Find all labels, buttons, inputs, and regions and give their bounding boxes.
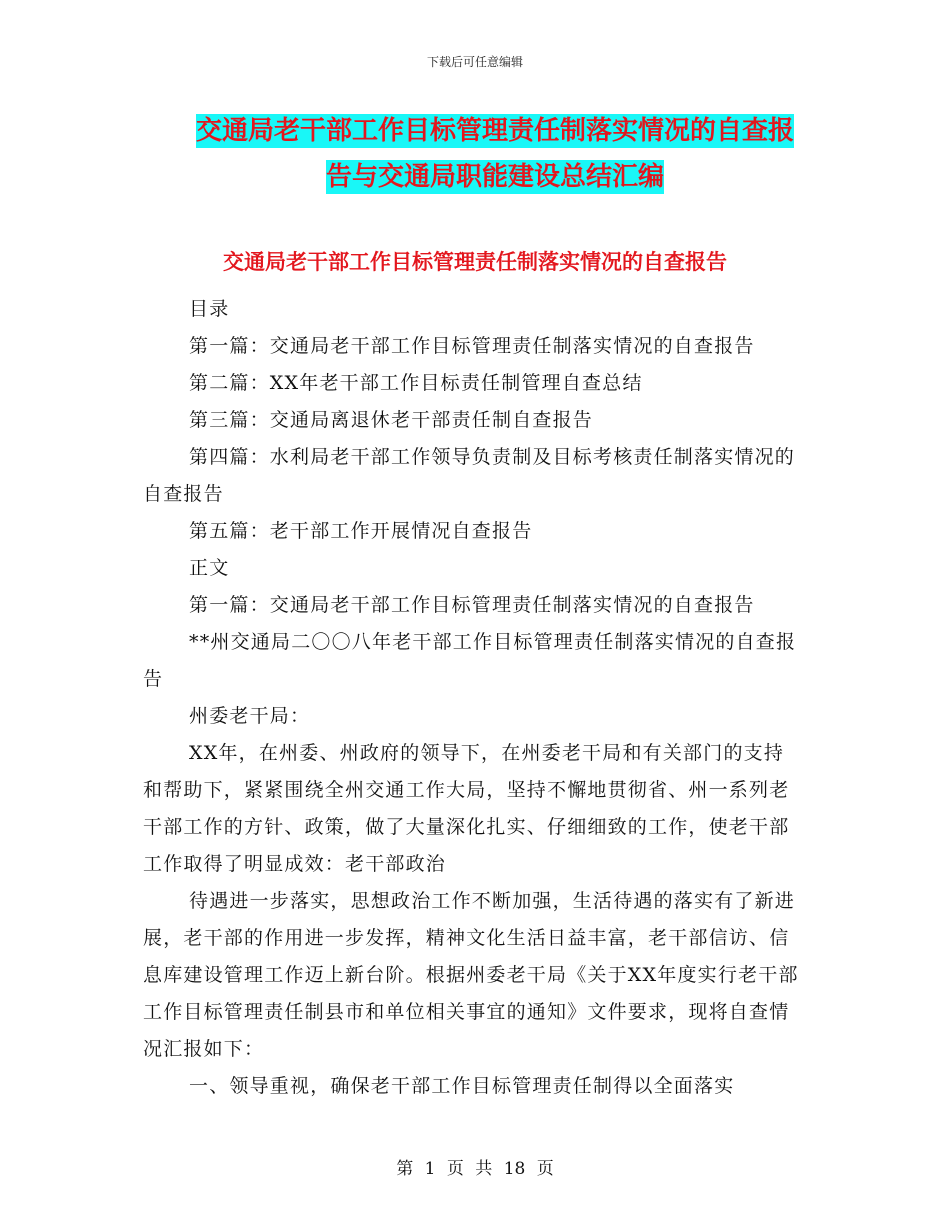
section-title: 交通局老干部工作目标管理责任制落实情况的自查报告 xyxy=(223,249,727,274)
paragraph: 第五篇：老干部工作开展情况自查报告 xyxy=(189,520,533,542)
main-title-line-2: 告与交通局职能建设总结汇编 xyxy=(325,162,664,192)
paragraph: 第三篇：交通局离退休老干部责任制自查报告 xyxy=(189,409,594,431)
paragraph: 正文 xyxy=(189,557,230,579)
paragraph: 第一篇：交通局老干部工作目标管理责任制落实情况的自查报告 xyxy=(189,594,755,616)
paragraph: 第四篇：水利局老干部工作领导负责制及目标考核责任制落实情况的自查报告 xyxy=(143,446,796,505)
main-title xyxy=(150,108,840,200)
paragraph: 第二篇：XX年老干部工作目标责任制管理自查总结 xyxy=(189,372,643,394)
paragraph: 第一篇：交通局老干部工作目标管理责任制落实情况的自查报告 xyxy=(189,335,755,357)
paragraph: 目录 xyxy=(189,298,230,320)
document-body xyxy=(143,291,803,1105)
page-footer: 第 1 页 共 18 页 xyxy=(396,1159,554,1179)
paragraph: XX年，在州委、州政府的领导下，在州委老干局和有关部门的支持和帮助下，紧紧围绕全州交通工作大局，坚持不懈地贯彻省、州一系列老干部工作的方针、政策，做了大量深化扎实、仔细细致的工作，使老干部工作取得了明显成效：老干部政治 xyxy=(143,742,790,875)
main-title-line-1: 交通局老干部工作目标管理责任制落实情况的自查报 xyxy=(195,116,794,146)
paragraph: 待遇进一步落实，思想政治工作不断加强，生活待遇的落实有了新进展，老干部的作用进一步发挥，精神文化生活日益丰富，老干部信访、信息库建设管理工作迈上新台阶。根据州委老干局《关于XX年度实行老干部工作目标管理责任制县市和单位相关事宜的通知》文件要求，现将自查情况汇报如下： xyxy=(143,890,799,1060)
paragraph: 一、领导重视，确保老干部工作目标管理责任制得以全面落实 xyxy=(189,1075,735,1097)
header-note: 下载后可任意编辑 xyxy=(426,55,523,69)
paragraph: **州交通局二〇〇八年老干部工作目标管理责任制落实情况的自查报告 xyxy=(143,631,797,690)
paragraph: 州委老干局： xyxy=(189,705,311,727)
